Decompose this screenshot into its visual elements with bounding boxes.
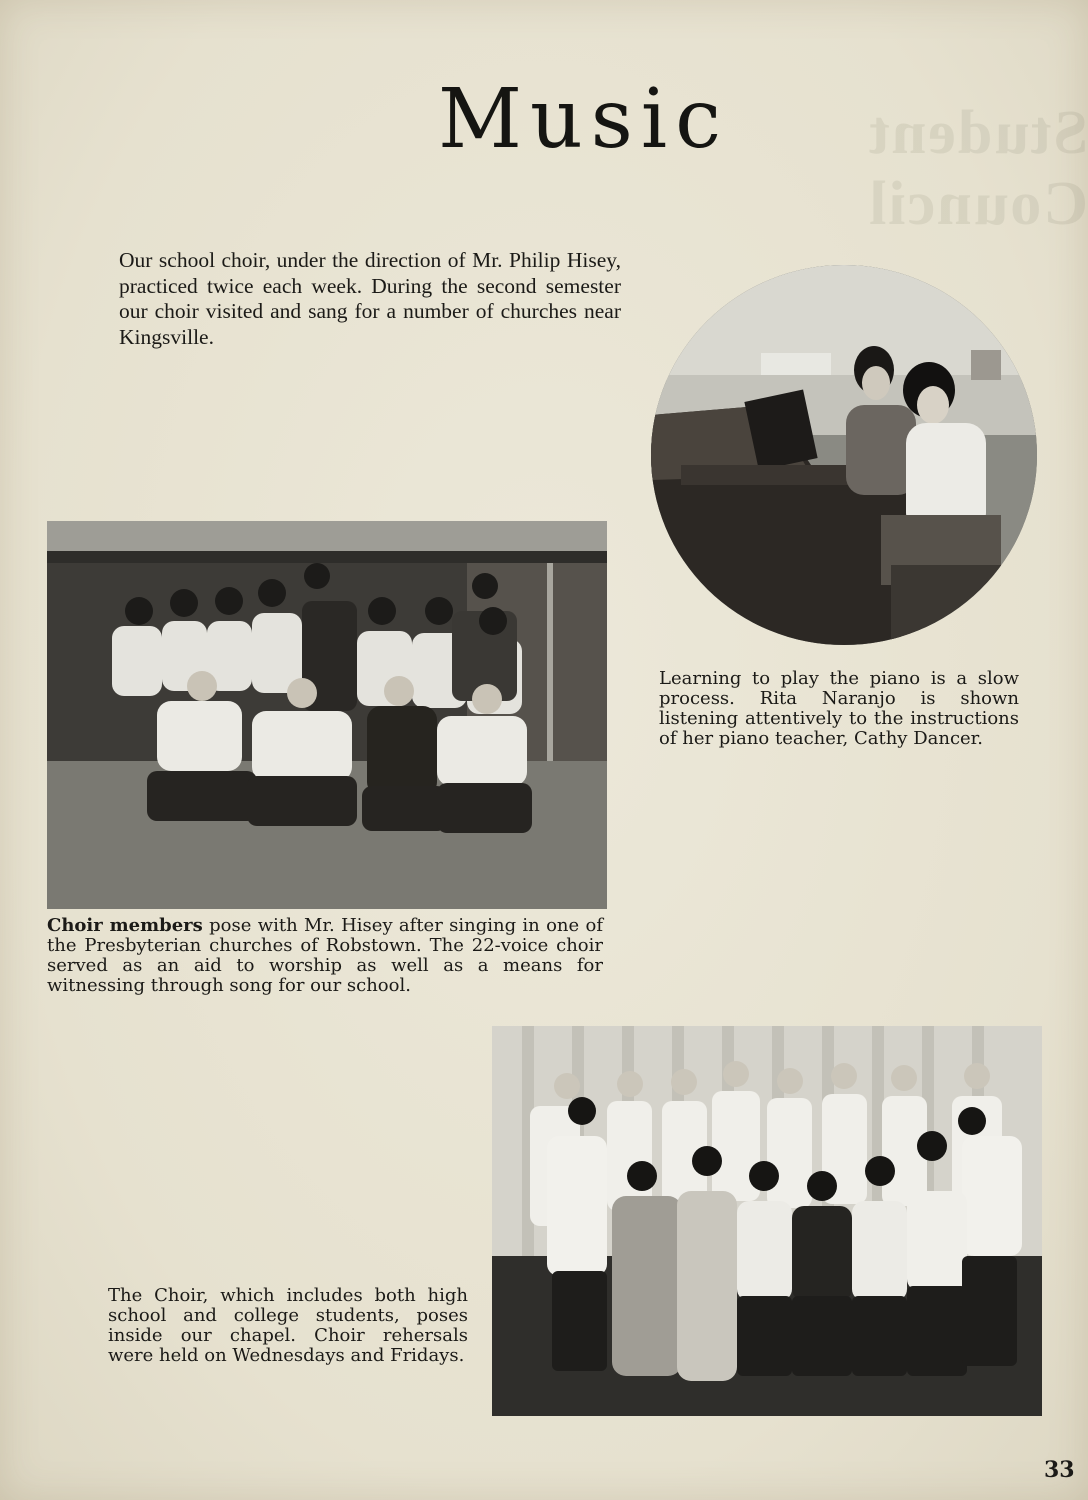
bleed-through-text: Student Council bbox=[867, 99, 1088, 238]
outdoor-choir-caption-text: pose with Mr. Hisey after singing in one of the Presbyterian churches of Robstown. The 22-voice choir served as an aid to worship as well as a means for witnessing through song for our school. bbox=[47, 915, 603, 996]
piano-photo-caption: Learning to play the piano is a slow process. Rita Naranjo is shown listening attentively to the instructions of her piano teacher, Cathy Dancer. bbox=[659, 668, 1019, 749]
outdoor-choir-photo bbox=[47, 521, 607, 909]
outdoor-choir-caption bbox=[47, 916, 603, 996]
page-title: Music bbox=[438, 72, 730, 167]
intro-paragraph: Our school choir, under the direction of Mr. Philip Hisey, practiced twice each week. During the second semester our choir visited and sang for a number of churches near Kingsville. bbox=[119, 248, 621, 349]
piano-lesson-photo bbox=[651, 265, 1037, 645]
outdoor-choir-caption-lead: Choir members bbox=[47, 915, 203, 936]
chapel-choir-photo bbox=[492, 1026, 1042, 1416]
page-number: 33 bbox=[1044, 1457, 1075, 1483]
chapel-choir-caption: The Choir, which includes both high school and college students, poses inside our chapel. Choir rehersals were held on Wednesdays and Fridays. bbox=[108, 1285, 468, 1366]
